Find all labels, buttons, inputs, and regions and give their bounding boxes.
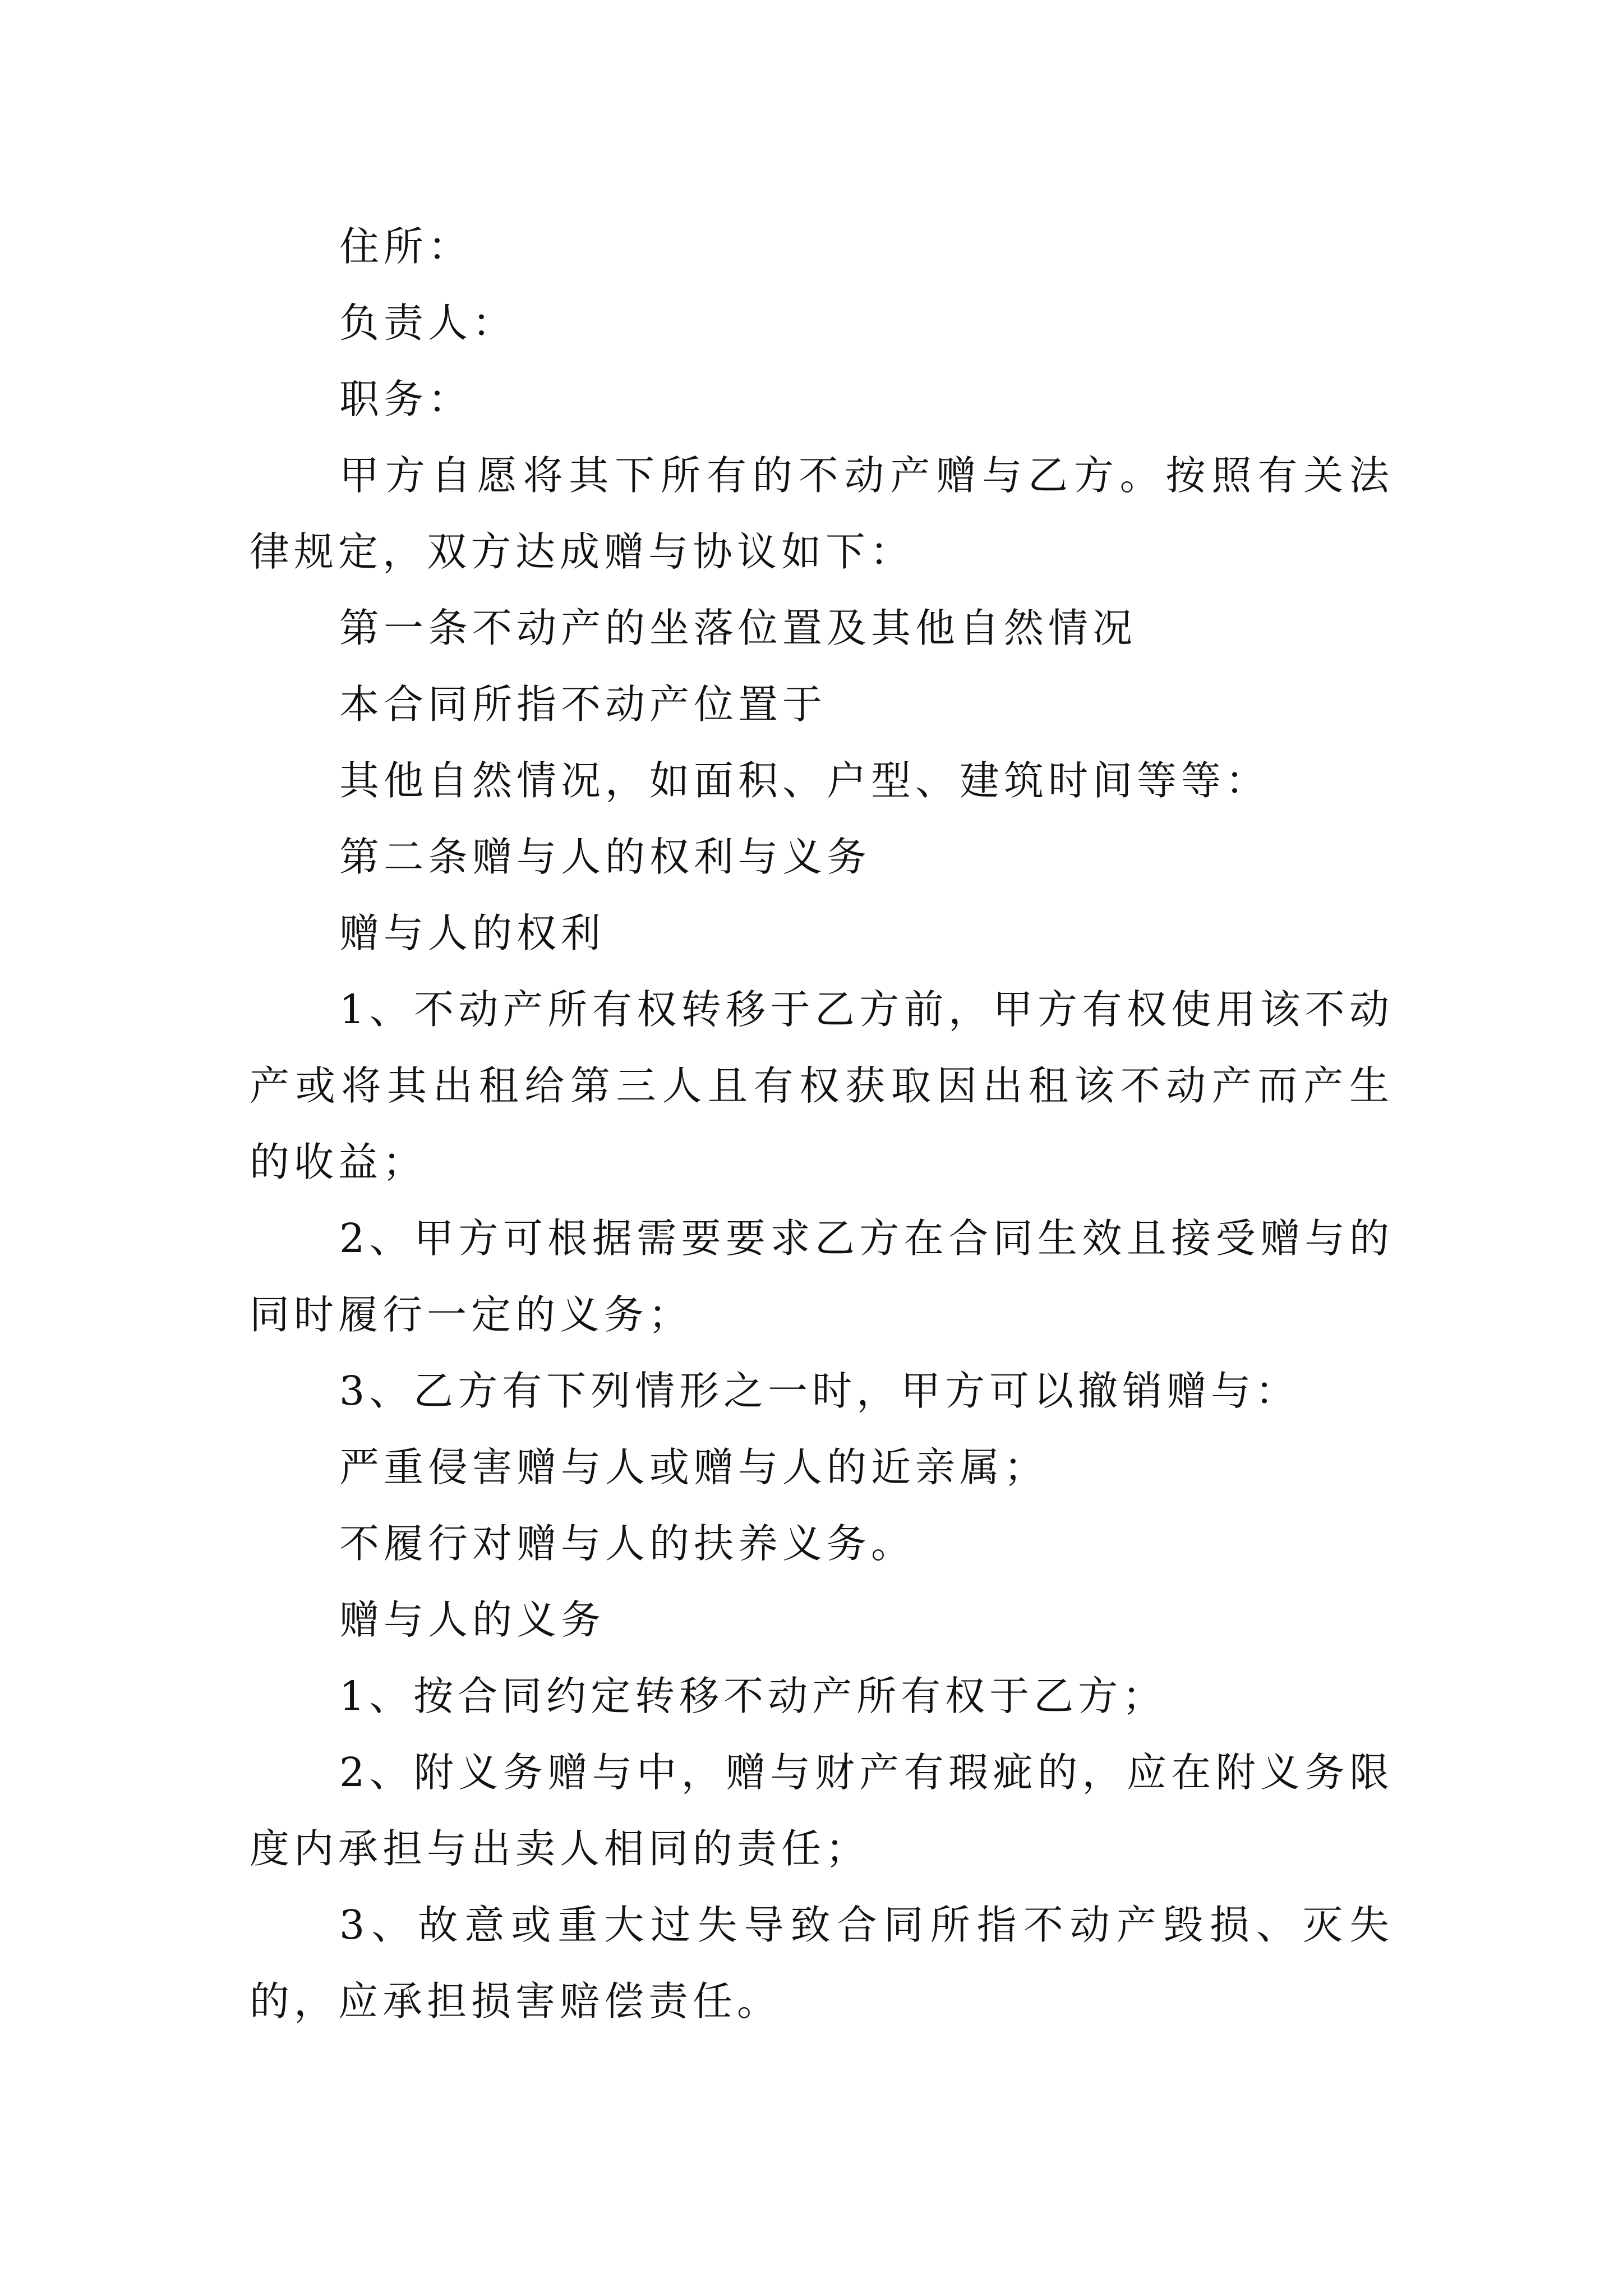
paragraph-address: 住所：: [339, 223, 473, 270]
paragraph-other-conditions: 其他自然情况，如面积、户型、建筑时间等等：: [339, 757, 1270, 804]
paragraph-donor-rights-heading: 赠与人的权利: [339, 910, 606, 956]
paragraph-intro: 甲方自愿将其下所有的不动产赠与乙方。按照有关法律规定，双方达成赠与协议如下：: [250, 452, 1394, 575]
paragraph-donor-duties-heading: 赠与人的义务: [339, 1596, 606, 1643]
paragraph-property-location: 本合同所指不动产位置于: [339, 681, 827, 728]
paragraph-duty-3: 3、故意或重大过失导致合同所指不动产毁损、灭失的，应承担损害赔偿责任。: [250, 1902, 1394, 2024]
paragraph-right-3-case-2: 不履行对赠与人的扶养义务。: [339, 1520, 916, 1567]
paragraph-duty-1: 1、按合同约定转移不动产所有权于乙方；: [339, 1673, 1167, 1719]
paragraph-responsible-person: 负责人：: [339, 300, 517, 346]
paragraph-right-2: 2、甲方可根据需要要求乙方在合同生效且接受赠与的同时履行一定的义务；: [250, 1215, 1394, 1338]
paragraph-duty-2: 2、附义务赠与中，赠与财产有瑕疵的，应在附义务限度内承担与出卖人相同的责任；: [250, 1749, 1394, 1872]
paragraph-right-1: 1、不动产所有权转移于乙方前，甲方有权使用该不动产或将其出租给第三人且有权获取因出租该不动产而产生的收益；: [250, 986, 1394, 1185]
paragraph-article-1-heading: 第一条不动产的坐落位置及其他自然情况: [339, 605, 1137, 651]
paragraph-right-3: 3、乙方有下列情形之一时，甲方可以撤销赠与：: [339, 1368, 1300, 1414]
document-body: [250, 209, 1394, 2040]
paragraph-right-3-case-1: 严重侵害赠与人或赠与人的近亲属；: [339, 1444, 1049, 1490]
paragraph-position: 职务：: [339, 376, 473, 422]
paragraph-article-2-heading: 第二条赠与人的权利与义务: [339, 834, 872, 880]
